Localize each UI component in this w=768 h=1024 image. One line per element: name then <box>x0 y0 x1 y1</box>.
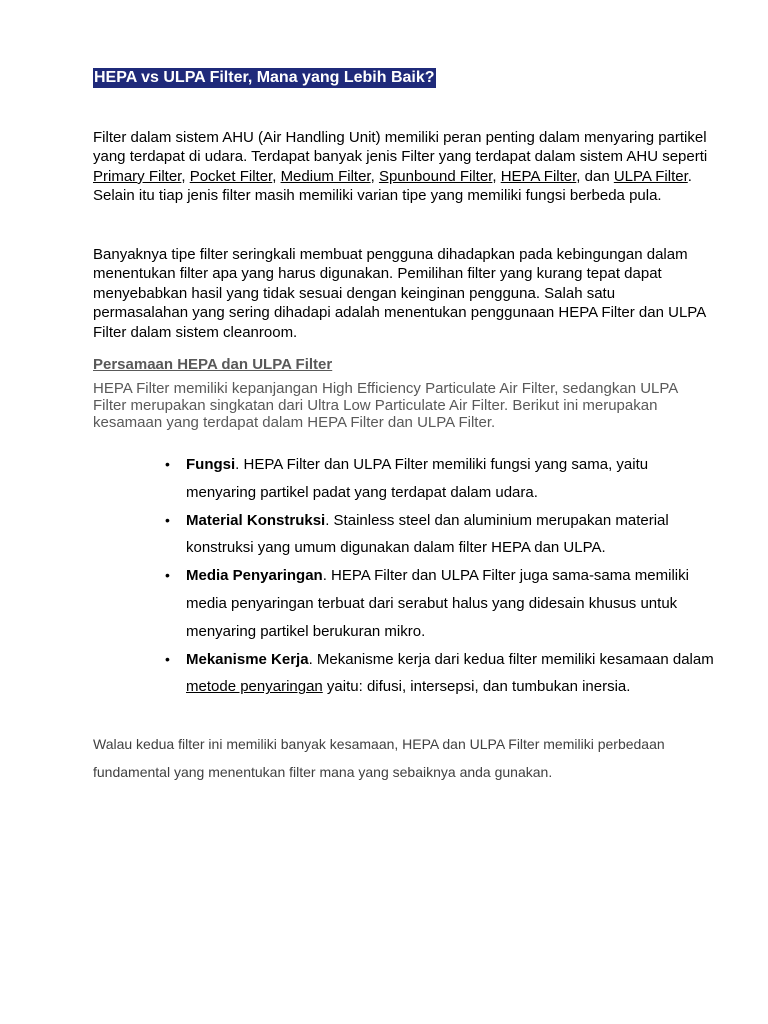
list-item-term: Mekanisme Kerja <box>186 650 309 668</box>
section-heading: Persamaan HEPA dan ULPA Filter <box>93 356 333 373</box>
bullet-icon: • <box>165 456 170 472</box>
document-title: HEPA vs ULPA Filter, Mana yang Lebih Baik? <box>94 69 435 86</box>
closing-paragraph: Walau kedua filter ini memiliki banyak kesamaan, HEPA dan ULPA Filter memiliki perbedaan fundamental yang menentukan filter mana yang sebaiknya anda gunakan. <box>93 736 665 780</box>
separator: , <box>181 167 190 185</box>
bullet-icon: • <box>165 567 170 584</box>
similarity-list <box>165 451 716 701</box>
list-item-text: . Stainless steel dan aluminium merupakan material konstruksi yang umum digunakan dalam filter HEPA dan ULPA. <box>186 511 669 557</box>
list-item-material-konstruksi <box>165 507 716 563</box>
intro-paragraph <box>93 128 709 206</box>
intro-text-end: . Selain itu tiap jenis filter masih memiliki varian tipe yang memiliki fungsi berbeda pula. <box>93 167 692 205</box>
link-spunbound-filter[interactable]: Spunbound Filter <box>378 167 493 185</box>
list-item-text-end: yaitu: difusi, intersepsi, dan tumbukan inersia. <box>322 678 631 696</box>
intro-text-start: Filter dalam sistem AHU (Air Handling Unit) memiliki peran penting dalam menyaring partikel yang terdapat di udara. Terdapat banyak jenis Filter yang terdapat dalam sistem AHU seperti <box>93 129 708 166</box>
link-pocket-filter[interactable]: Pocket Filter <box>189 167 273 185</box>
bullet-icon: • <box>165 511 170 528</box>
list-item-term: Material Konstruksi <box>186 511 326 529</box>
list-item-text: . Mekanisme kerja dari kedua filter memiliki kesamaan dalam <box>308 650 714 668</box>
link-ulpa-filter[interactable]: ULPA Filter <box>613 167 688 185</box>
similarity-intro-paragraph: HEPA Filter memiliki kepanjangan High Efficiency Particulate Air Filter, sedangkan ULPA Filter merupakan singkatan dari Ultra Low Particulate Air Filter. Berikut ini merupakan kesamaan yang terdapat dalam HEPA Filter dan ULPA Filter. <box>93 380 678 432</box>
bullet-icon: • <box>165 650 170 667</box>
list-item-text: . HEPA Filter dan ULPA Filter memiliki fungsi yang sama, yaitu menyaring partikel padat yang terdapat dalam udara. <box>186 456 649 501</box>
separator: , dan <box>576 167 614 185</box>
separator: , <box>272 167 281 185</box>
list-item-text: . HEPA Filter dan ULPA Filter juga sama-sama memiliki media penyaringan terbuat dari serabut halus yang didesain khusus untuk menyaring partikel berukuran mikro. <box>186 567 689 640</box>
link-metode-penyaringan[interactable]: metode penyaringan <box>186 678 323 696</box>
list-item-mekanisme-kerja <box>165 646 716 702</box>
list-item-fungsi <box>165 451 716 507</box>
link-primary-filter[interactable]: Primary Filter <box>93 167 182 185</box>
separator: , <box>370 167 379 185</box>
link-hepa-filter[interactable]: HEPA Filter <box>500 167 577 185</box>
problem-paragraph: Banyaknya tipe filter seringkali membuat pengguna dihadapkan pada kebingungan dalam menentukan filter apa yang harus digunakan. Pemilihan filter yang kurang tepat dapat menyebabkan hasil yang tidak sesuai dengan keinginan pengguna. Salah satu permasalahan yang sering dihadapi adalah menentukan penggunaan HEPA Filter dan ULPA Filter dalam sistem cleanroom. <box>93 246 706 341</box>
separator: , <box>492 167 501 185</box>
link-medium-filter[interactable]: Medium Filter <box>280 167 371 185</box>
list-item-term: Media Penyaringan <box>186 567 323 585</box>
list-item-term: Fungsi <box>186 456 236 473</box>
list-item-media-penyaringan <box>165 562 716 645</box>
